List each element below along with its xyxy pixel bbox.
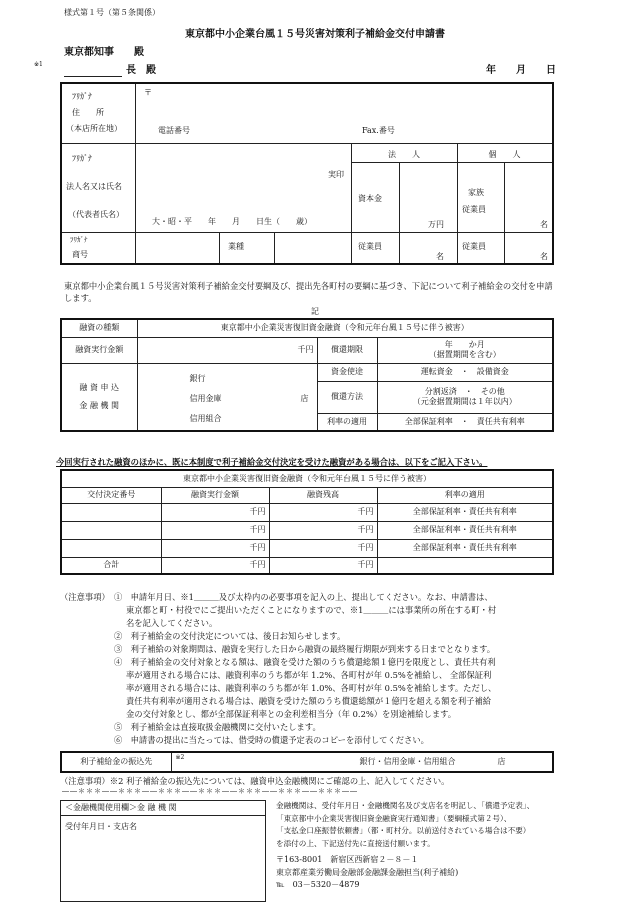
kumiai-option: 信用組合	[189, 413, 222, 423]
notes-label: （注意事項）	[60, 592, 110, 602]
loan-institution-label-line1: 融 資 申 込	[79, 382, 120, 392]
page-title: 東京都中小企業台風１５号災害対策利子補給金交付申請書	[185, 29, 445, 40]
prior-col-rate: 利率の適用	[377, 487, 553, 503]
table-row	[61, 521, 553, 539]
note2: （注意事項）※2 利子補給金の振込先については、融資申込金融機関にご確認の上、記入してください。	[60, 776, 450, 786]
employees-label: 従業員	[358, 242, 382, 251]
transfer-branch: 店	[497, 757, 506, 766]
loan-type-label: 融資の種類	[61, 319, 137, 337]
note-line: 金の交付対象とし、都が全部保証利率との金利差相当分（年 0.2%）を別途補給します。	[126, 709, 457, 719]
trade-label: 商号	[72, 250, 88, 259]
separator: ――＊＊＊――＊＊＊――＊＊＊――＊＊＊――＊＊＊――＊＊＊――＊＊＊――	[62, 787, 358, 795]
address-input[interactable]	[138, 104, 548, 122]
name-furigana: ﾌﾘｶﾞﾅ	[72, 154, 92, 163]
date-day: 日	[546, 65, 556, 76]
transfer-bank-types: 銀行・信用金庫・信用組合	[359, 757, 456, 766]
bank-text-line: を添付の上、下記送付先に直接送付願います。	[276, 838, 435, 848]
prior-balance-input[interactable]: 千円	[269, 521, 377, 539]
prior-number-input[interactable]	[61, 539, 161, 557]
trade-furigana: ﾌﾘｶﾞﾅ	[70, 236, 88, 244]
loan-period-value-line2: （据置期間を含む）	[428, 350, 501, 359]
note-line: ⑤ 利子補給金は直接取扱金融機関に交付いたします。	[114, 722, 321, 732]
address-label: 住 所	[72, 108, 104, 117]
bank-text-line: 「支払金口座振替依頼書」（都・町村分。以前送付されている場合は不要）	[276, 826, 531, 835]
applicant-box	[60, 82, 554, 265]
birth-label: 大・昭・平 年 月 日生（ 歳）	[152, 217, 312, 226]
table-row	[61, 557, 553, 574]
family-label: 家族	[468, 188, 484, 197]
loan-period-label: 償還期限	[317, 337, 377, 363]
bank-use-title: ＜金融機関使用欄＞金 融 機 関	[61, 801, 265, 816]
address-line: ℡ 03－5320－4879	[276, 880, 360, 889]
address-line: 〒163-8001 新宿区西新宿２－８－１	[276, 855, 419, 864]
repay-label: 償還方法	[317, 381, 377, 413]
industry-label: 業種	[228, 242, 244, 251]
prior-number-input[interactable]	[61, 521, 161, 539]
branch-label: 店	[300, 393, 309, 403]
note-line: 率が適用される場合には、融資利率のうち都が年 1.2%、各町村が年 0.5%を補給し、 全部保証利	[126, 670, 492, 680]
note-mark-1: ※1	[34, 61, 43, 68]
usage-value[interactable]: 運転資金 ・ 設備資金	[377, 363, 553, 381]
prior-col-amount: 融資実行金額	[161, 487, 269, 503]
table-row	[61, 503, 553, 521]
prior-rate-option[interactable]: 全部保証利率・責任共有利率	[377, 521, 553, 539]
loan-institution-label-line2: 金 融 機 関	[79, 400, 120, 410]
shinkin-option: 信用金庫	[189, 393, 222, 403]
employees2-unit: 名	[540, 252, 548, 261]
prior-col-balance: 融資残高	[269, 487, 377, 503]
indiv-header: 個 人	[488, 150, 521, 159]
addressee: 東京都知事 殿	[64, 47, 144, 58]
postal-mark: 〒	[144, 88, 152, 97]
note-line: 率が適用される場合には、融資利率のうち都が年 1.0%、各町村が年 0.5%を補給します。ただし、	[126, 683, 497, 693]
repay-value[interactable]	[377, 381, 553, 413]
rep-label: （代表者氏名）	[68, 210, 124, 219]
date-year: 年	[486, 65, 496, 76]
note-line: 名を記入してください。	[126, 618, 218, 628]
prior-heading: 今回実行された融資のほかに、既に本制度で利子補給金交付決定を受けた融資がある場合は、以下をご記入下さい。	[56, 457, 488, 467]
loan-amount-label: 融資実行金額	[61, 337, 137, 363]
phone-label: 電話番号	[158, 126, 190, 135]
loan-amount-unit: 千円	[297, 345, 314, 354]
note-line: ④ 利子補給金の交付対象となる額は、融資を受けた額のうち償還総額１億円を限度とし、責任共有利	[114, 657, 496, 667]
family-unit: 名	[540, 220, 548, 229]
transfer-table	[60, 751, 554, 773]
table-row	[61, 539, 553, 557]
prior-amount-input[interactable]: 千円	[161, 539, 269, 557]
loan-period-value-line1: 年 か月	[444, 340, 485, 349]
date-month: 月	[516, 65, 526, 76]
loan-type-value: 東京都中小企業災害復旧資金融資（令和元年台風１５号に伴う被害）	[137, 319, 553, 337]
prior-col-number: 交付決定番号	[61, 487, 161, 503]
chief-label: 長 殿	[126, 65, 156, 76]
capital-unit: 万円	[428, 220, 444, 229]
prior-total-label: 合計	[61, 557, 161, 574]
ki-label: 記	[311, 307, 319, 316]
chief-blank-line[interactable]	[64, 76, 122, 77]
usage-label: 資金使途	[317, 363, 377, 381]
note-line: 責任共有利率が適用される場合は、融資を受けた額のうち償還総額が１億円を超える額を利子補給	[126, 696, 492, 706]
prior-balance-input[interactable]: 千円	[269, 503, 377, 521]
address-line: 東京都産業労働局金融部金融課金融担当(利子補給)	[276, 867, 459, 877]
transfer-mark: ※2	[175, 754, 185, 761]
loan-amount-input[interactable]	[137, 337, 317, 363]
prior-table	[60, 469, 554, 575]
address-furigana: ﾌﾘｶﾞﾅ	[72, 92, 92, 101]
transfer-label: 利子補給金の振込先	[61, 752, 171, 772]
loan-period-value[interactable]	[377, 337, 553, 363]
prior-amount-input[interactable]: 千円	[161, 521, 269, 539]
prior-amount-input[interactable]: 千円	[161, 503, 269, 521]
mailing-address	[276, 854, 458, 892]
note-line: ⑥ 申請書の提出に当たっては、借受時の償還予定表のコピーを添付してください。	[114, 735, 429, 745]
note-line: ③ 利子補給の対象期間は、融資を実行した日から融資の最終履行期限が到来する日までとなります。	[114, 644, 495, 654]
prior-total-balance[interactable]: 千円	[269, 557, 377, 574]
address-sub: （本店所在地）	[66, 124, 122, 133]
corp-header: 法 人	[388, 150, 420, 159]
bank-use-box	[60, 800, 266, 902]
loan-institution-label	[61, 363, 137, 431]
employees-unit: 名	[436, 252, 444, 261]
intro-text: 東京都中小企業台風１５号災害対策利子補給金交付要綱及び、提出先各町村の要綱に基づき、下記について利子補給金の交付を申請します。	[64, 281, 553, 303]
repay-value-line2: （元金据置期間は１年以内）	[412, 397, 517, 406]
prior-balance-input[interactable]: 千円	[269, 539, 377, 557]
fax-label: Fax.番号	[362, 126, 395, 135]
bank-use-received[interactable]: 受付年月日・支店名	[65, 822, 137, 831]
repay-value-line1: 分割返済 ・ その他	[424, 387, 505, 396]
loan-table	[60, 318, 554, 432]
bank-instructions	[276, 800, 534, 850]
family-employee-label: 従業員	[462, 205, 486, 214]
prior-rate-option[interactable]: 全部保証利率・責任共有利率	[377, 539, 553, 557]
prior-number-input[interactable]	[61, 503, 161, 521]
name-label: 法人名又は氏名	[66, 182, 122, 191]
bank-text-line: 「東京都中小企業災害復旧資金融資実行通知書」（要綱様式第２号）、	[276, 813, 512, 823]
transfer-input[interactable]	[171, 752, 553, 772]
name-input[interactable]	[138, 159, 338, 209]
note-line: ① 申請年月日、※1＿＿＿及び太枠内の必要事項を記入の上、提出してください。なお、申請書は、	[114, 592, 493, 602]
seal-label: 実印	[328, 170, 344, 179]
form-number: 様式第１号（第５条関係）	[64, 8, 160, 17]
rate-value[interactable]: 全部保証利率 ・ 責任共有利率	[377, 413, 553, 431]
loan-institution-input[interactable]	[137, 363, 317, 431]
prior-total-amount[interactable]: 千円	[161, 557, 269, 574]
prior-header: 東京都中小企業災害復旧資金融資（令和元年台風１５号に伴う被害）	[61, 470, 553, 487]
note-line: ② 利子補給金の交付決定については、後日お知らせします。	[114, 631, 346, 641]
bank-option: 銀行	[189, 373, 206, 383]
employees2-label: 従業員	[462, 242, 486, 251]
note-line: 東京都と町・村役でにご提出いただくことになりますので、※1＿＿＿には事業所の所在する町・村	[126, 605, 497, 615]
bank-text-line: 金融機関は、受付年月日・金融機関名及び支店名を明記し、「償還予定表」、	[276, 801, 535, 810]
prior-rate-option[interactable]: 全部保証利率・責任共有利率	[377, 503, 553, 521]
capital-label: 資本金	[358, 194, 382, 203]
rate-label: 利率の適用	[317, 413, 377, 431]
